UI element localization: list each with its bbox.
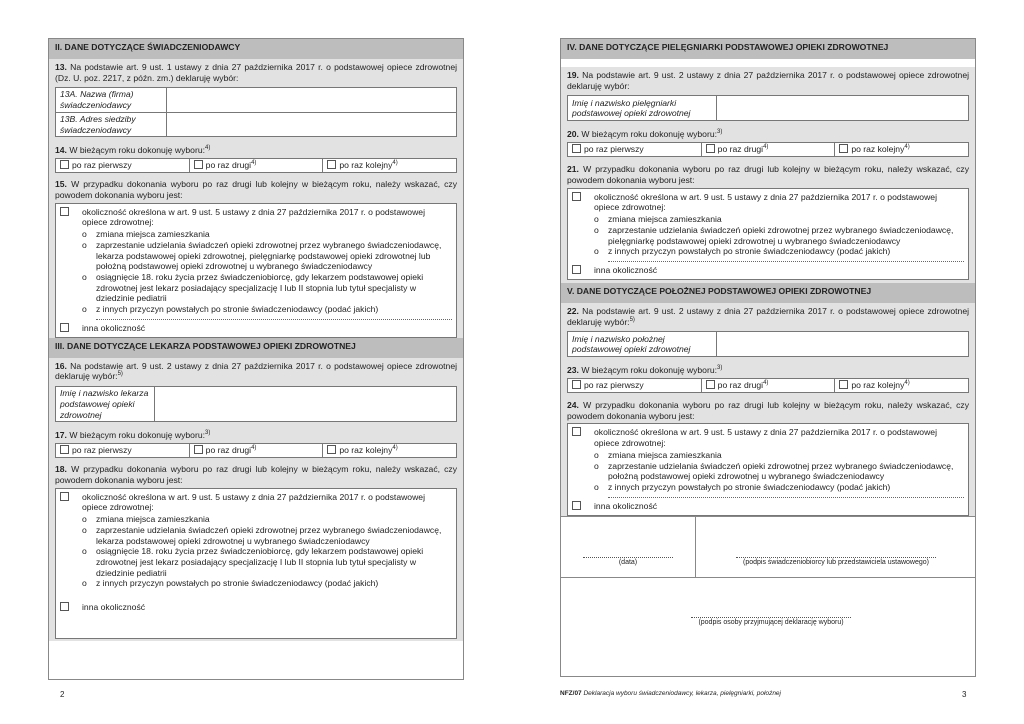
option-second[interactable]: po raz drugi$^{4)}$	[702, 379, 836, 392]
checkbox[interactable]	[706, 380, 715, 389]
question-15: 15. W przypadku dokonania wyboru po raz drugi lub kolejny w bieżącym roku, należy wskazać, czy powodem dokonania wyboru jest: okoliczność określona w art. 9 ust. 5 ustawy z dnia 27 października 2017 r. o podstawowej opiece zdrowotnej: o zmiana miejsca zamieszkania o zaprzestanie udzielania świadczeń opieki zdrowotnej przez wybranego świadczeniodawcę, lekarza podstawowej opieki zdrowotnej, pielęgniarkę podstawowej opieki zdrowotnej lub położną podstawowej opieki zdrowotnej u wybranego świadczeniodawcy o osiągnięcie 18. roku życia przez świadczeniobiorcę, gdy lekarzem podstawowej opieki zdrowotnej jest lekarz posiadający specjalizację I lub II stopnia lub tytuł specjalisty w dziedzinie pediatrii o z innych przyczyn powstałych po stronie świadczeniodawcy (podać jakich) inna okoliczność	[49, 176, 463, 338]
field-13b-input[interactable]	[167, 112, 457, 136]
reasons-list-24: okoliczność określona w art. 9 ust. 5 ustawy z dnia 27 października 2017 r. o podstawowej opiece zdrowotnej: o zmiana miejsca zamieszkania o zaprzestanie udzielania świadczeń opieki zdrowotnej przez wybranego świadczeniodawcę, położną podstawowej opieki zdrowotnej u wybranego świadczeniodawcy o z innych przyczyn powstałych po stronie świadczeniodawcy (podać jakich) inna okoliczność	[567, 423, 969, 515]
bullet-icon: o	[82, 514, 87, 525]
footer	[560, 690, 781, 698]
left-page	[48, 38, 464, 680]
question-14: 14. W bieżącym roku dokonuję wyboru:$^{4)}$ po raz pierwszy po raz drugi$^{4)}$ po raz kolejny$^{4)}$	[49, 142, 463, 176]
options-23	[567, 378, 969, 393]
bullet-icon: o	[82, 578, 87, 589]
checkbox[interactable]	[60, 323, 69, 332]
options-17	[55, 443, 457, 458]
bullet-icon: o	[82, 239, 87, 250]
nurse-fields	[567, 95, 969, 121]
question-17: 17. W bieżącym roku dokonuję wyboru:$^{3)}$ po raz pierwszy po raz drugi$^{4)}$ po raz kolejny$^{4)}$	[49, 427, 463, 461]
checkbox[interactable]	[572, 144, 581, 153]
bullet-icon: o	[594, 482, 599, 493]
person-signature[interactable]: (podpis świadczeniobiorcy lub przedstawiciela ustawowego)	[736, 557, 936, 568]
section-header-4: IV. DANE DOTYCZĄCE PIELĘGNIARKI PODSTAWOWEJ OPIEKI ZDROWOTNEJ	[561, 39, 975, 59]
section-header-2: II. DANE DOTYCZĄCE ŚWIADCZENIODAWCY	[49, 39, 463, 59]
option-next[interactable]: po raz kolejny$^{4)}$	[323, 159, 456, 172]
checkbox[interactable]	[194, 445, 203, 454]
page-number-right: 3	[962, 690, 967, 699]
option-second[interactable]: po raz drugi$^{4)}$	[702, 143, 836, 156]
checkbox[interactable]	[706, 144, 715, 153]
question-16: 16. Na podstawie art. 9 ust. 2 ustawy z dnia 27 października 2017 r. o podstawowej opiece zdrowotnej deklaruję wybór:$^{5)}$ Imię i nazwisko lekarza podstawowej opieki zdrowotnej	[49, 358, 463, 428]
reasons-list-21: okoliczność określona w art. 9 ust. 5 ustawy z dnia 27 października 2017 r. o podstawowej opiece zdrowotnej: o zmiana miejsca zamieszkania o zaprzestanie udzielania świadczeń opieki zdrowotnej przez wybranego świadczeniodawcę, pielęgniarkę podstawowej opieki zdrowotnej u wybranego świadczeniodawcy o z innych przyczyn powstałych po stronie świadczeniodawcy (podać jakich) inna okoliczność	[567, 188, 969, 280]
date-signature[interactable]: (data)	[583, 557, 673, 568]
checkbox[interactable]	[572, 192, 581, 201]
question-23: 23. W bieżącym roku dokonuję wyboru:$^{3)}$ po raz pierwszy po raz drugi$^{4)}$ po raz kolejny$^{4)}$	[561, 362, 975, 397]
option-first[interactable]: po raz pierwszy	[56, 159, 190, 172]
bullet-icon: o	[82, 546, 87, 557]
checkbox[interactable]	[839, 144, 848, 153]
provider-fields	[55, 87, 457, 137]
field-13a-input[interactable]	[167, 88, 457, 112]
option-next[interactable]: po raz kolejny$^{4)}$	[835, 379, 968, 392]
field-doctor-label: Imię i nazwisko lekarza podstawowej opieki zdrowotnej	[56, 387, 155, 422]
checkbox[interactable]	[327, 160, 336, 169]
checkbox[interactable]	[60, 445, 69, 454]
checkbox[interactable]	[60, 492, 69, 501]
field-nurse-label: Imię i nazwisko pielęgniarki podstawowej opieki zdrowotnej	[568, 96, 717, 121]
field-13b-label: 13B. Adres siedziby świadczeniodawcy	[56, 112, 167, 136]
option-first[interactable]: po raz pierwszy	[568, 379, 702, 392]
question-22: 22. Na podstawie art. 9 ust. 2 ustawy z dnia 27 października 2017 r. o podstawowej opiece zdrowotnej deklaruję wybór:$^{5)}$ Imię i nazwisko położnej podstawowej opieki zdrowotnej	[561, 303, 975, 362]
question-21: 21. W przypadku dokonania wyboru po raz drugi lub kolejny w bieżącym roku, należy wskazać, czy powodem dokonania wyboru jest: okoliczność określona w art. 9 ust. 5 ustawy z dnia 27 października 2017 r. o podstawowej opiece zdrowotnej: o zmiana miejsca zamieszkania o zaprzestanie udzielania świadczeń opieki zdrowotnej przez wybranego świadczeniodawcę, pielęgniarkę podstawowej opieki zdrowotnej u wybranego świadczeniodawcy o z innych przyczyn powstałych po stronie świadczeniodawcy (podać jakich) inna okoliczność	[561, 161, 975, 283]
option-second[interactable]: po raz drugi$^{4)}$	[190, 159, 324, 172]
checkbox[interactable]	[60, 602, 69, 611]
option-next[interactable]: po raz kolejny$^{4)}$	[323, 444, 456, 457]
bullet-icon: o	[82, 524, 87, 535]
option-first[interactable]: po raz pierwszy	[568, 143, 702, 156]
field-doctor-input[interactable]	[155, 387, 457, 422]
checkbox[interactable]	[60, 160, 69, 169]
options-20	[567, 142, 969, 157]
receiver-signature[interactable]: (podpis osoby przyjmującej deklarację wyboru)	[691, 617, 851, 628]
midwife-fields	[567, 331, 969, 357]
page-number-left: 2	[60, 690, 65, 699]
question-24: 24. W przypadku dokonania wyboru po raz drugi lub kolejny w bieżącym roku, należy wskazać, czy powodem dokonania wyboru jest: okoliczność określona w art. 9 ust. 5 ustawy z dnia 27 października 2017 r. o podstawowej opiece zdrowotnej: o zmiana miejsca zamieszkania o zaprzestanie udzielania świadczeń opieki zdrowotnej przez wybranego świadczeniodawcę, położną podstawowej opieki zdrowotnej u wybranego świadczeniodawcy o z innych przyczyn powstałych po stronie świadczeniodawcy (podać jakich) inna okoliczność	[561, 397, 975, 516]
bullet-icon: o	[594, 449, 599, 460]
field-13a-label: 13A. Nazwa (firma) świadczeniodawcy	[56, 88, 167, 112]
reasons-list-15: okoliczność określona w art. 9 ust. 5 ustawy z dnia 27 października 2017 r. o podstawowej opiece zdrowotnej: o zmiana miejsca zamieszkania o zaprzestanie udzielania świadczeń opieki zdrowotnej przez wybranego świadczeniodawcę, lekarza podstawowej opieki zdrowotnej, pielęgniarkę podstawowej opieki zdrowotnej lub położną podstawowej opieki zdrowotnej u wybranego świadczeniodawcy o osiągnięcie 18. roku życia przez świadczeniobiorcę, gdy lekarzem podstawowej opieki zdrowotnej jest lekarz posiadający specjalizację I lub II stopnia lub tytuł specjalisty w dziedzinie pediatrii o z innych przyczyn powstałych po stronie świadczeniodawcy (podać jakich) inna okoliczność	[55, 203, 457, 338]
field-nurse-input[interactable]	[717, 96, 969, 121]
bullet-icon: o	[82, 272, 87, 283]
question-20: 20. W bieżącym roku dokonuję wyboru:$^{3)}$ po raz pierwszy po raz drugi$^{4)}$ po raz kolejny$^{4)}$	[561, 126, 975, 161]
bullet-icon: o	[82, 229, 87, 240]
checkbox[interactable]	[572, 501, 581, 510]
checkbox[interactable]	[572, 427, 581, 436]
field-midwife-label: Imię i nazwisko położnej podstawowej opieki zdrowotnej	[568, 332, 717, 357]
checkbox[interactable]	[60, 207, 69, 216]
section-header-5: V. DANE DOTYCZĄCE POŁOŻNEJ PODSTAWOWEJ OPIEKI ZDROWOTNEJ	[561, 283, 975, 303]
options-14	[55, 158, 457, 173]
option-second[interactable]: po raz drugi$^{4)}$	[190, 444, 324, 457]
question-13: 13. Na podstawie art. 9 ust. 1 ustawy z dnia 27 października 2017 r. o podstawowej opiece zdrowotnej (Dz. U. poz. 2217, z późn. zm.) deklaruję wybór: 13A. Nazwa (firma) świadczeniodawcy 13B. Adres siedziby świadczeniodawcy	[49, 59, 463, 142]
footer-code: NFZ/07	[560, 690, 582, 697]
option-next[interactable]: po raz kolejny$^{4)}$	[835, 143, 968, 156]
question-18: 18. W przypadku dokonania wyboru po raz drugi lub kolejny w bieżącym roku, należy wskazać, czy powodem dokonania wyboru jest: okoliczność określona w art. 9 ust. 5 ustawy z dnia 27 października 2017 r. o podstawowej opiece zdrowotnej: o zmiana miejsca zamieszkania o zaprzestanie udzielania świadczeń opieki zdrowotnej przez wybranego świadczeniodawcę, lekarza podstawowej opieki zdrowotnej u wybranego świadczeniodawcy o osiągnięcie 18. roku życia przez świadczeniobiorcę, gdy lekarzem podstawowej opieki zdrowotnej jest lekarz posiadający specjalizację I lub II stopnia lub tytuł specjalisty w dziedzinie pediatrii o z innych przyczyn powstałych po stronie świadczeniodawcy (podać jakich) inna okoliczność	[49, 461, 463, 641]
reasons-list-18: okoliczność określona w art. 9 ust. 5 ustawy z dnia 27 października 2017 r. o podstawowej opiece zdrowotnej: o zmiana miejsca zamieszkania o zaprzestanie udzielania świadczeń opieki zdrowotnej przez wybranego świadczeniodawcę, lekarza podstawowej opieki zdrowotnej u wybranego świadczeniodawcy o osiągnięcie 18. roku życia przez świadczeniobiorcę, gdy lekarzem podstawowej opieki zdrowotnej jest lekarz posiadający specjalizację I lub II stopnia lub tytuł specjalisty w dziedzinie pediatrii o z innych przyczyn powstałych po stronie świadczeniodawcy (podać jakich) inna okoliczność	[55, 488, 457, 639]
signature-area	[561, 516, 975, 637]
doctor-fields	[55, 386, 457, 422]
option-first[interactable]: po raz pierwszy	[56, 444, 190, 457]
bullet-icon: o	[594, 246, 599, 257]
bullet-icon: o	[594, 214, 599, 225]
bullet-icon: o	[594, 224, 599, 235]
bullet-icon: o	[594, 460, 599, 471]
checkbox[interactable]	[327, 445, 336, 454]
fill-line[interactable]	[608, 494, 964, 498]
bullet-icon: o	[82, 304, 87, 315]
checkbox[interactable]	[572, 380, 581, 389]
section-header-3: III. DANE DOTYCZĄCE LEKARZA PODSTAWOWEJ OPIEKI ZDROWOTNEJ	[49, 338, 463, 358]
footer-title: Deklaracja wyboru świadczeniodawcy, lekarza, pielęgniarki, położnej	[583, 690, 781, 697]
checkbox[interactable]	[839, 380, 848, 389]
fill-line[interactable]	[608, 258, 964, 262]
right-page	[560, 38, 976, 677]
fill-line[interactable]	[96, 316, 452, 320]
checkbox[interactable]	[572, 265, 581, 274]
question-19: 19. Na podstawie art. 9 ust. 2 ustawy z dnia 27 października 2017 r. o podstawowej opiece zdrowotnej deklaruję wybór: Imię i nazwisko pielęgniarki podstawowej opieki zdrowotnej	[561, 67, 975, 126]
field-midwife-input[interactable]	[717, 332, 969, 357]
checkbox[interactable]	[194, 160, 203, 169]
